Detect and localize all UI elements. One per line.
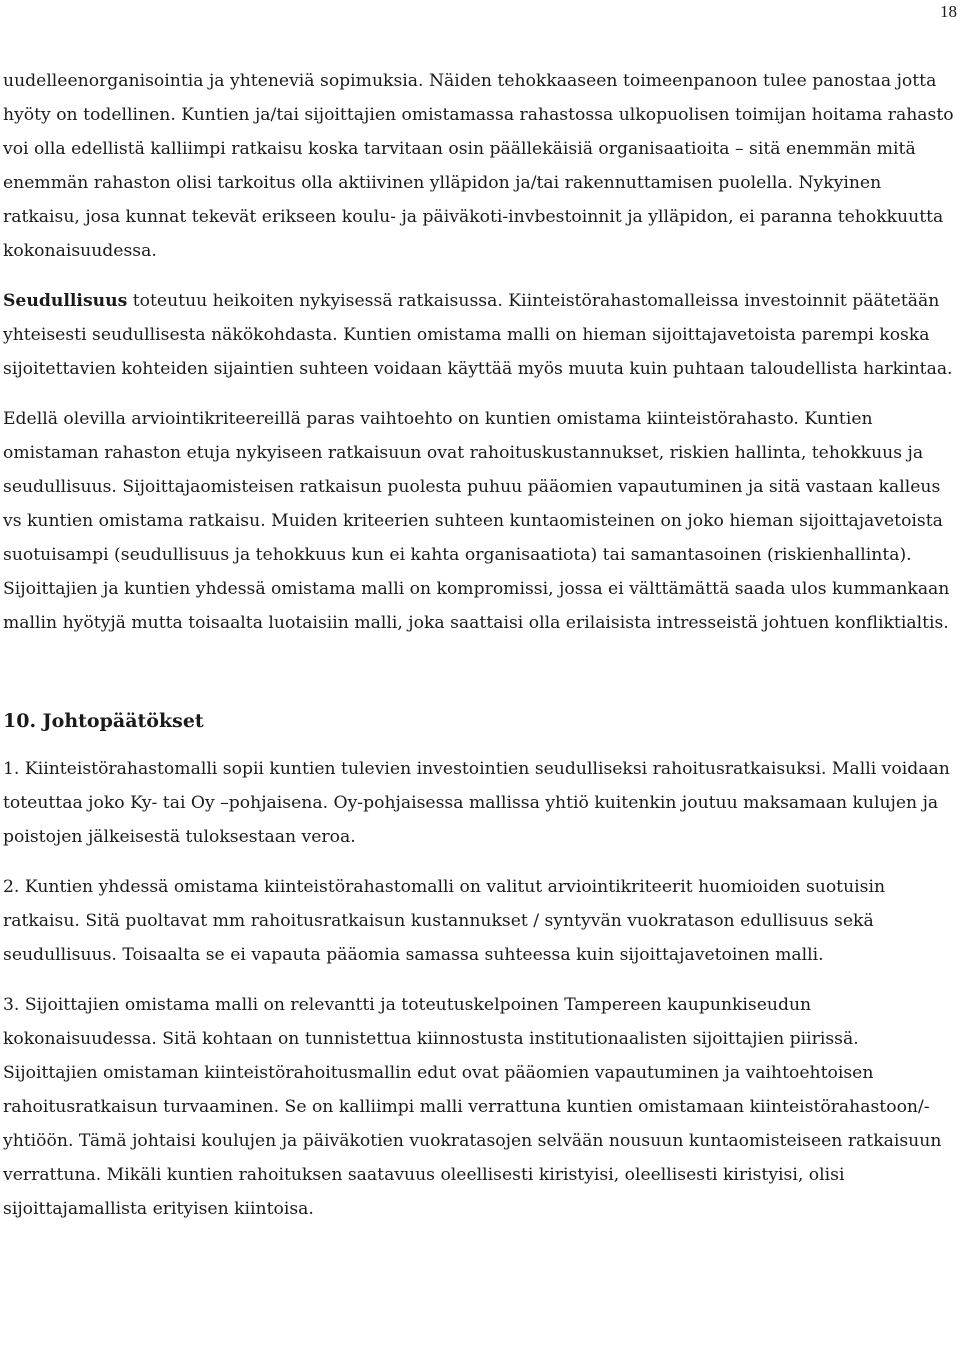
section-heading: 10. Johtopäätökset — [3, 710, 204, 732]
paragraph-seudullisuus — [3, 284, 958, 386]
conclusion-item-2: 2. Kuntien yhdessä omistama kiinteistörahastomalli on valitut arviointikriteerit huomioiden suotuisin ratkaisu. Sitä puoltavat mm rahoitusratkaisun kustannukset / syntyvän vuokratason edullisuus sekä seudullisuus. Toisaalta se ei vapauta pääomia samassa suhteessa kuin sijoittajavetoinen malli. — [3, 877, 886, 965]
paragraph-evaluation: Edellä olevilla arviointikriteereillä paras vaihtoehto on kuntien omistama kiinteistörahasto. Kuntien omistaman rahaston etuja nykyiseen ratkaisuun ovat rahoituskustannukset, riskien hallinta, tehokkuus ja seudullisuus. Sijoittajaomisteisen ratkaisun puolesta puhuu pääomien vapautuminen ja sitä vastaan kalleus vs kuntien omistama ratkaisu. Muiden kriteerien suhteen kuntaomisteinen on joko hieman sijoittajavetoista suotuisampi (seudullisuus ja tehokkuus kun ei kahta organisaatiota) tai samantasoinen (riskienhallinta). Sijoittajien ja kuntien yhdessä omistama malli on kompromissi, jossa ei välttämättä saada ulos kummankaan mallin hyötyjä mutta toisaalta luotaisiin malli, joka saattaisi olla erilaisista intresseistä johtuen konfliktialtis. — [3, 409, 950, 633]
conclusion-item-3: 3. Sijoittajien omistama malli on relevantti ja toteutuskelpoinen Tampereen kaupunkiseudun kokonaisuudessa. Sitä kohtaan on tunnistettua kiinnostusta institutionaalisten sijoittajien piirissä. Sijoittajien omistaman kiinteistörahoitusmallin edut ovat pääomien vapautuminen ja vaihtoehtoisen rahoitusratkaisun turvaaminen. Se on kalliimpi malli verrattuna kuntien omistamaan kiinteistörahastoon/-yhtiöön. Tämä johtaisi koulujen ja päiväkotien vuokratasojen selvään nousuun kuntaomisteiseen ratkaisuun verrattuna. Mikäli kuntien rahoituksen saatavuus oleellisesti kiristyisi, oleellisesti kiristyisi, olisi sijoittajamallista erityisen kiintoisa. — [3, 995, 942, 1219]
page-number: 18 — [940, 2, 957, 21]
paragraph-lead-term: Seudullisuus — [3, 291, 128, 311]
paragraph-intro: uudelleenorganisointia ja yhteneviä sopimuksia. Näiden tehokkaaseen toimeenpanoon tulee panostaa jotta hyöty on todellinen. Kuntien ja/tai sijoittajien omistamassa rahastossa ulkopuolisen toimijan hoitama rahasto voi olla edellistä kalliimpi ratkaisu koska tarvitaan osin päällekäisiä organisaatioita – sitä enemmän mitä enemmän rahaston olisi tarkoitus olla aktiivinen ylläpidon ja/tai rakennuttamisen puolella. Nykyinen ratkaisu, josa kunnat tekevät erikseen koulu- ja päiväkoti-invbestoinnit ja ylläpidon, ei paranna tehokkuutta kokonaisuudessa. — [3, 71, 954, 261]
conclusion-item-1: 1. Kiinteistörahastomalli sopii kuntien tulevien investointien seudulliseksi rahoitusratkaisuksi. Malli voidaan toteuttaa joko Ky- tai Oy –pohjaisena. Oy-pohjaisessa mallissa yhtiö kuitenkin joutuu maksamaan kulujen ja poistojen jälkeisestä tuloksestaan veroa. — [3, 759, 950, 847]
paragraph-body: toteutuu heikoiten nykyisessä ratkaisussa. Kiinteistörahastomalleissa investoinnit päätetään yhteisesti seudullisesta näkökohdasta. Kuntien omistama malli on hieman sijoittajavetoista parempi koska sijoitettavien kohteiden sijaintien suhteen voidaan käyttää myös muuta kuin puhtaan taloudellista harkintaa. — [3, 291, 953, 379]
spacer — [3, 640, 958, 704]
spacer — [3, 738, 958, 752]
document-body — [3, 64, 958, 1226]
